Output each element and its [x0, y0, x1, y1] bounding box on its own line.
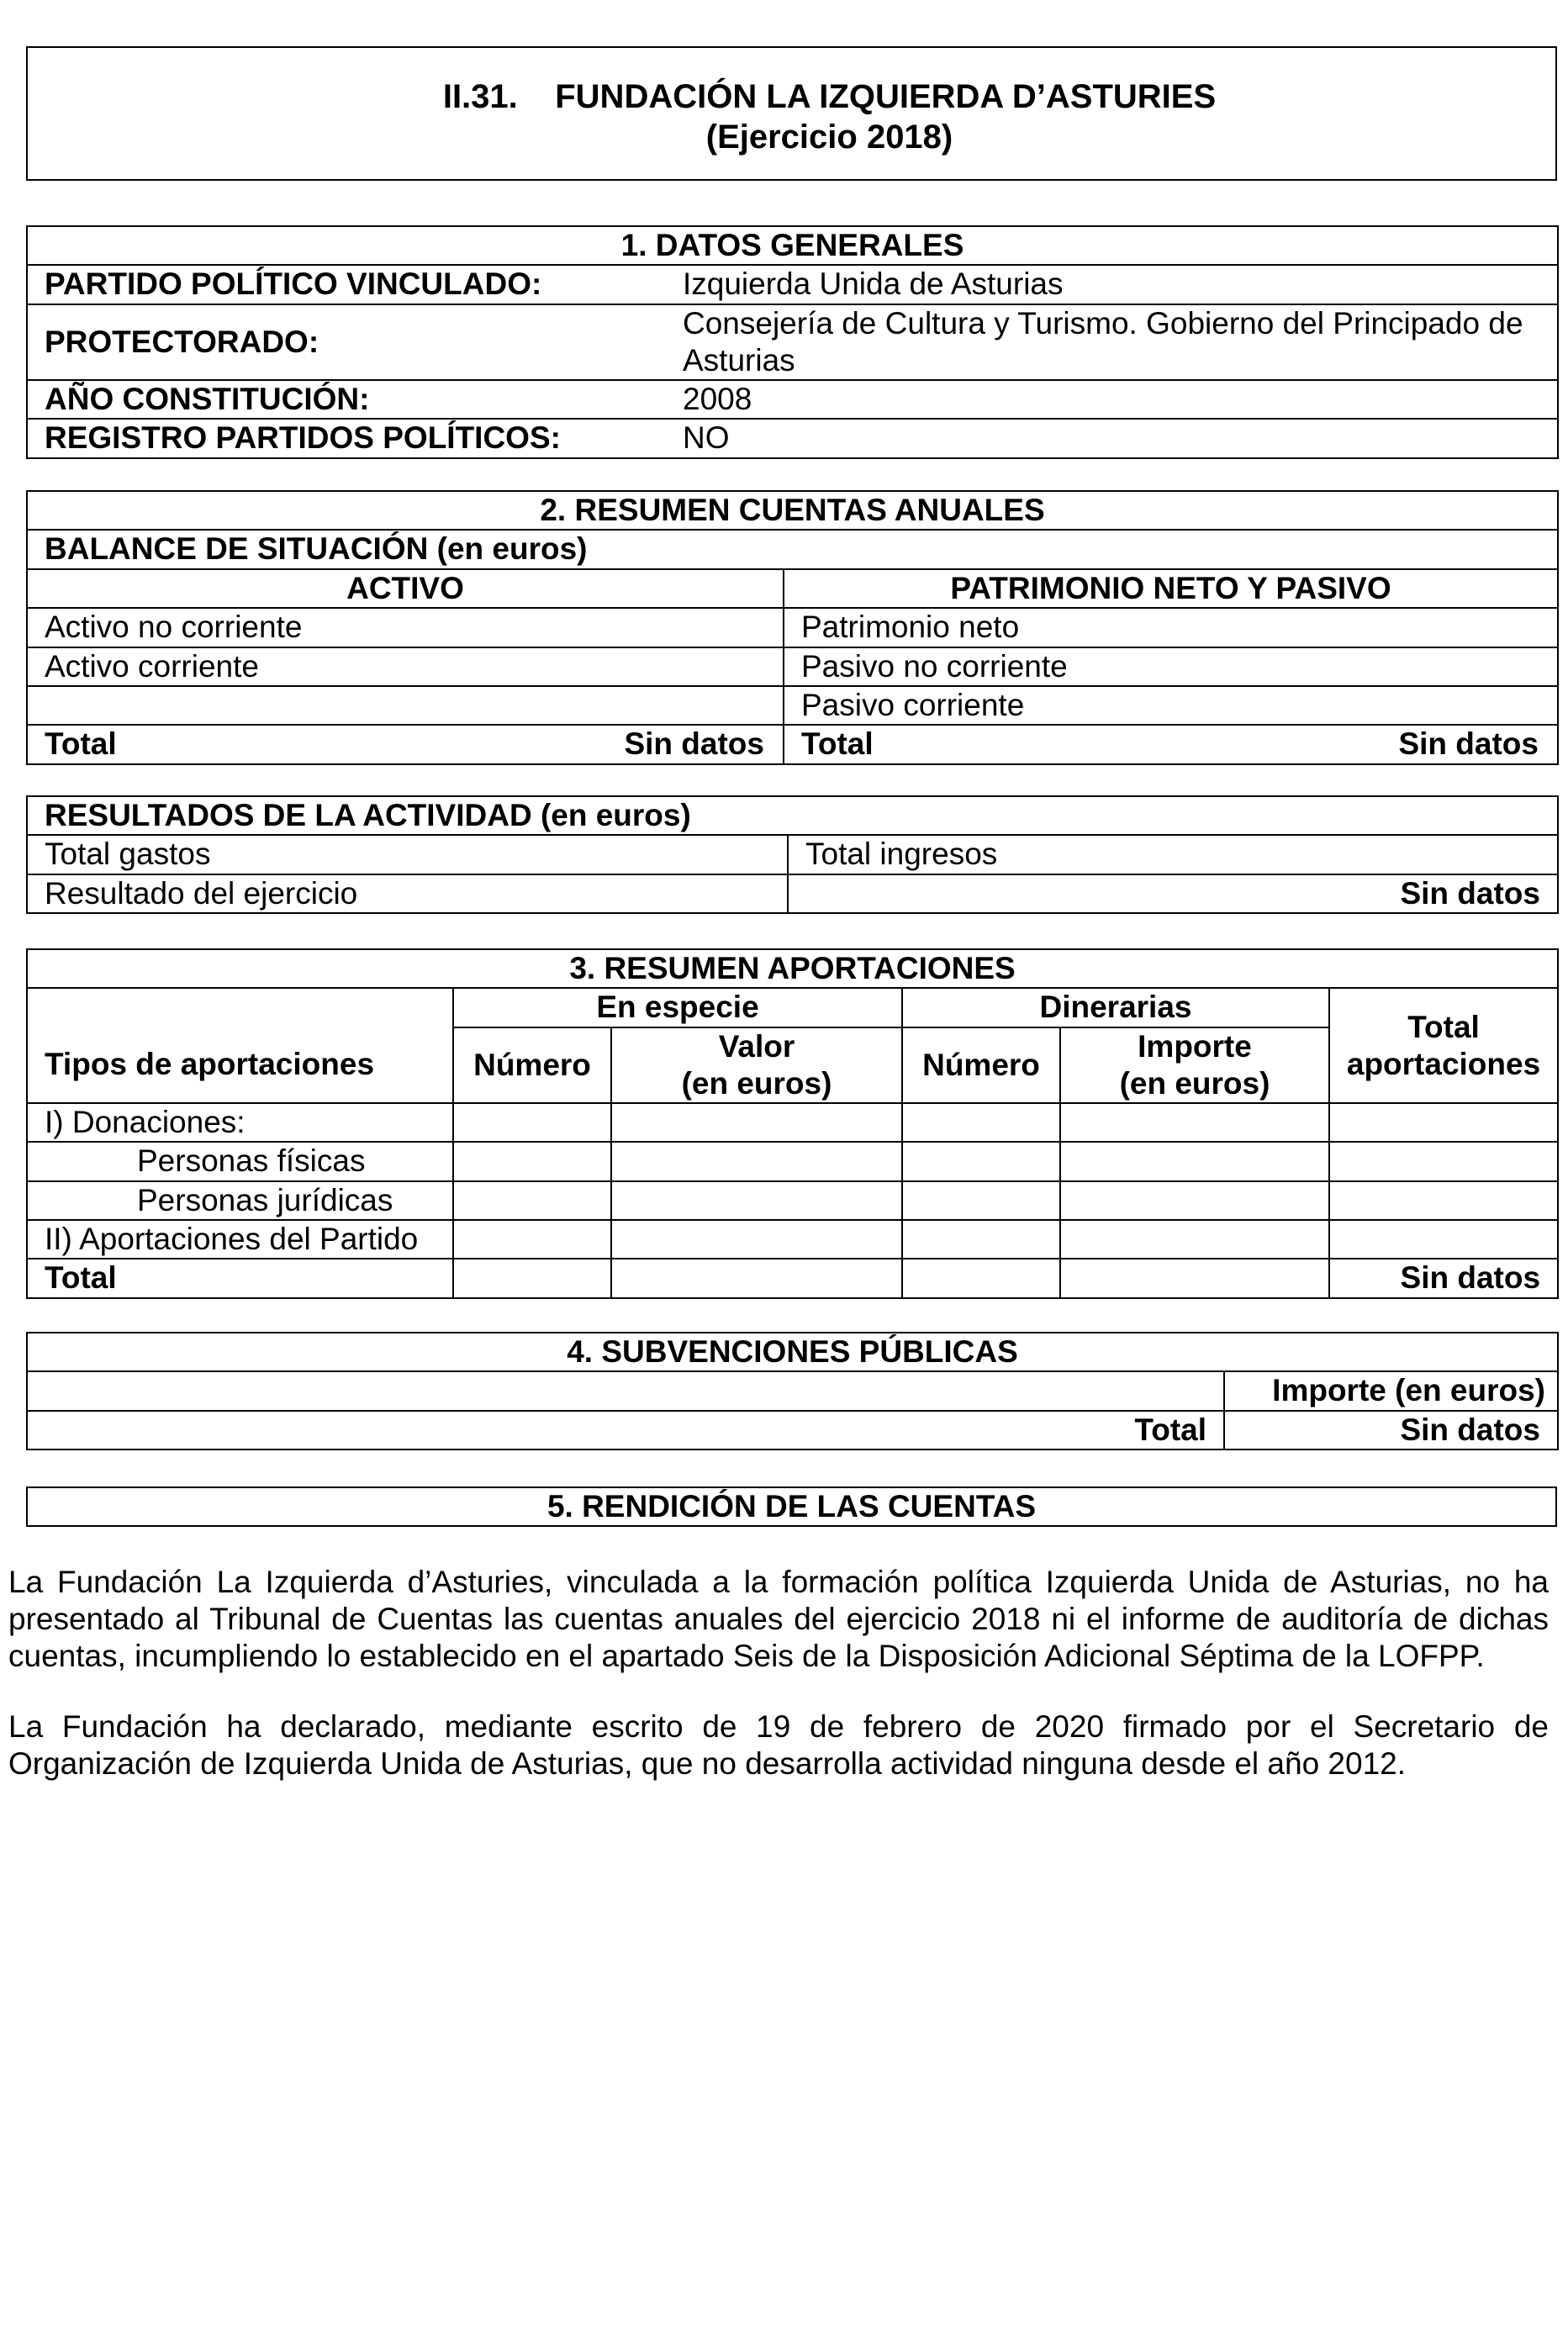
partido-value: Izquierda Unida de Asturias — [636, 265, 1558, 304]
title-box — [26, 46, 1557, 181]
numero-especie-heading: Número — [453, 1027, 611, 1103]
datos-generales-heading: 1. DATOS GENERALES — [27, 226, 1558, 265]
aportacion-row-label: Personas jurídicas — [27, 1181, 453, 1220]
resumen-cuentas-heading: 2. RESUMEN CUENTAS ANUALES — [27, 491, 1558, 530]
resultado-value: Sin datos — [788, 874, 1558, 913]
subvenciones-heading: 4. SUBVENCIONES PÚBLICAS — [27, 1333, 1558, 1371]
resultado-label: Resultado del ejercicio — [27, 874, 788, 913]
aportaciones-heading: 3. RESUMEN APORTACIONES — [27, 949, 1558, 988]
pasivo-item: Patrimonio neto — [784, 608, 1558, 647]
subvenciones-total-value: Sin datos — [1224, 1411, 1558, 1450]
aportacion-row-label: II) Aportaciones del Partido — [27, 1220, 453, 1259]
activo-item — [27, 686, 784, 725]
total-aportaciones-heading — [1329, 988, 1558, 1102]
rendicion-heading: 5. RENDICIÓN DE LAS CUENTAS — [27, 1487, 1556, 1526]
document-subtitle: (Ejercicio 2018) — [705, 119, 953, 156]
importe-euros-heading: Importe (en euros) — [1224, 1371, 1558, 1410]
aportaciones-total-value: Sin datos — [1329, 1259, 1558, 1297]
valor-line2: (en euros) — [681, 1065, 832, 1101]
aportaciones-table — [26, 948, 1559, 1299]
rendicion-table — [26, 1486, 1557, 1527]
subvenciones-total-label: Total — [27, 1411, 1224, 1450]
aportacion-row-label: I) Donaciones: — [27, 1103, 453, 1142]
en-especie-heading: En especie — [453, 988, 902, 1027]
numero-dinerarias-heading: Número — [902, 1027, 1060, 1103]
protectorado-value: Consejería de Cultura y Turismo. Gobierno del Principado de Asturias — [636, 304, 1558, 380]
partido-label: PARTIDO POLÍTICO VINCULADO: — [27, 265, 636, 304]
activo-item: Activo no corriente — [27, 608, 784, 647]
total-pasivo-cell — [784, 725, 1558, 763]
balance-table — [26, 490, 1559, 765]
resultados-table — [26, 795, 1559, 914]
resultados-heading: RESULTADOS DE LA ACTIVIDAD (en euros) — [27, 796, 1558, 835]
dinerarias-heading: Dinerarias — [902, 988, 1329, 1027]
total-activo-cell — [27, 725, 784, 763]
importe-line2: (en euros) — [1119, 1065, 1270, 1101]
ano-constitucion-label: AÑO CONSTITUCIÓN: — [27, 380, 636, 419]
subvenciones-table — [26, 1332, 1559, 1450]
document-title — [28, 77, 1555, 117]
pasivo-heading: PATRIMONIO NETO Y PASIVO — [784, 569, 1558, 608]
aportaciones-total-label: Total — [27, 1259, 453, 1297]
rendicion-paragraph-2: La Fundación ha declarado, mediante escrito de 19 de febrero de 2020 firmado por el Secretario de Organización de Izquierda Unida de Asturias, que no desarrolla actividad ninguna desde el año 2012. — [8, 1709, 1549, 1781]
total-ingresos-label: Total ingresos — [788, 835, 1558, 874]
total-gastos-label: Total gastos — [27, 835, 788, 874]
total-pasivo-label: Total — [801, 726, 874, 762]
registro-value: NO — [636, 419, 1558, 457]
activo-heading: ACTIVO — [27, 569, 784, 608]
total-aportaciones-line2: aportaciones — [1346, 1046, 1541, 1081]
ano-constitucion-value: 2008 — [636, 380, 1558, 419]
protectorado-label: PROTECTORADO: — [27, 304, 636, 380]
section-number: II.31. — [442, 78, 518, 115]
importe-line1: Importe — [1138, 1028, 1252, 1064]
foundation-name: FUNDACIÓN LA IZQUIERDA D’ASTURIES — [555, 78, 1217, 115]
total-activo-value: Sin datos — [624, 726, 764, 762]
tipos-aportaciones-label: Tipos de aportaciones — [27, 1027, 453, 1103]
valor-line1: Valor — [718, 1028, 795, 1064]
total-aportaciones-line1: Total — [1407, 1009, 1480, 1044]
aportacion-row-label: Personas físicas — [27, 1142, 453, 1180]
pasivo-item: Pasivo corriente — [784, 686, 1558, 725]
total-pasivo-value: Sin datos — [1398, 726, 1539, 762]
datos-generales-table — [26, 225, 1559, 459]
pasivo-item: Pasivo no corriente — [784, 647, 1558, 686]
valor-heading — [611, 1027, 902, 1103]
total-activo-label: Total — [45, 726, 117, 762]
balance-heading: BALANCE DE SITUACIÓN (en euros) — [27, 530, 1558, 568]
rendicion-paragraph-1: La Fundación La Izquierda d’Asturies, vinculada a la formación política Izquierda Unida de Asturias, no ha presentado al Tribunal de Cuentas las cuentas anuales del ejercicio 2018 ni el informe de auditoría de dichas cuentas, incumpliendo lo establecido en el apartado Seis de la Disposición Adicional Séptima de la LOFPP. — [8, 1565, 1549, 1673]
activo-item: Activo corriente — [27, 647, 784, 686]
registro-label: REGISTRO PARTIDOS POLÍTICOS: — [27, 419, 636, 457]
importe-heading — [1060, 1027, 1329, 1103]
